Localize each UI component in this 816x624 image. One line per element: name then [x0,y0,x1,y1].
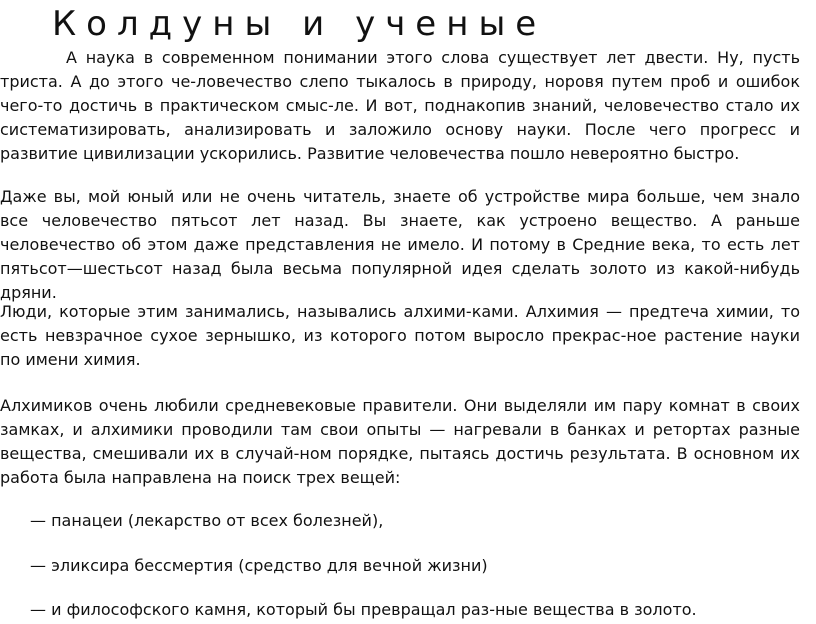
list-item-panacea: — панацеи (лекарство от всех болезней), [30,511,384,530]
paragraph-rulers: Алхимиков очень любили средневековые правители. Они выделяли им пару комнат в своих замках, и алхимики проводили там свои опыты — нагревали в банках и ретортах разные вещества, смешивали их в случай-ном порядке, пытаясь достичь результата. В основном их работа была направлена на поиск трех вещей: [0,396,800,487]
paragraph-alchemists: Люди, которые этим занимались, назывались алхими-ками. Алхимия — предтеча химии, то есть невзрачное сухое зернышко, из которого потом выросло прекрас-ное растение науки по имени химия. [0,302,800,369]
list-item-elixir: — эликсира бессмертия (средство для вечной жизни) [30,556,488,575]
paragraph-intro: А наука в современном понимании этого слова существует лет двести. Ну, пусть триста. А до этого че-ловечество слепо тыкалось в природу, норовя путем проб и ошибок чего-то достичь в практическом смыс-ле. И вот, поднакопив знаний, человечество стало их систематизировать, анализировать и заложило основу науки. После чего прогресс и развитие цивилизации ускорились. Развитие человечества пошло невероятно быстро. [0,48,800,163]
page-title: Колдуны и ученые [52,4,547,44]
list-item-philosophers-stone: — и философского камня, который бы превращал раз-ные вещества в золото. [30,600,697,619]
paragraph-reader: Даже вы, мой юный или не очень читатель, знаете об устройстве мира больше, чем знало все человечество пятьсот лет назад. Вы знаете, как устроено вещество. А раньше человечество об этом даже представления не имело. И потому в Средние века, то есть лет пятьсот—шестьсот назад была весьма популярной идея сделать золото из какой-нибудь дряни. [0,187,800,302]
